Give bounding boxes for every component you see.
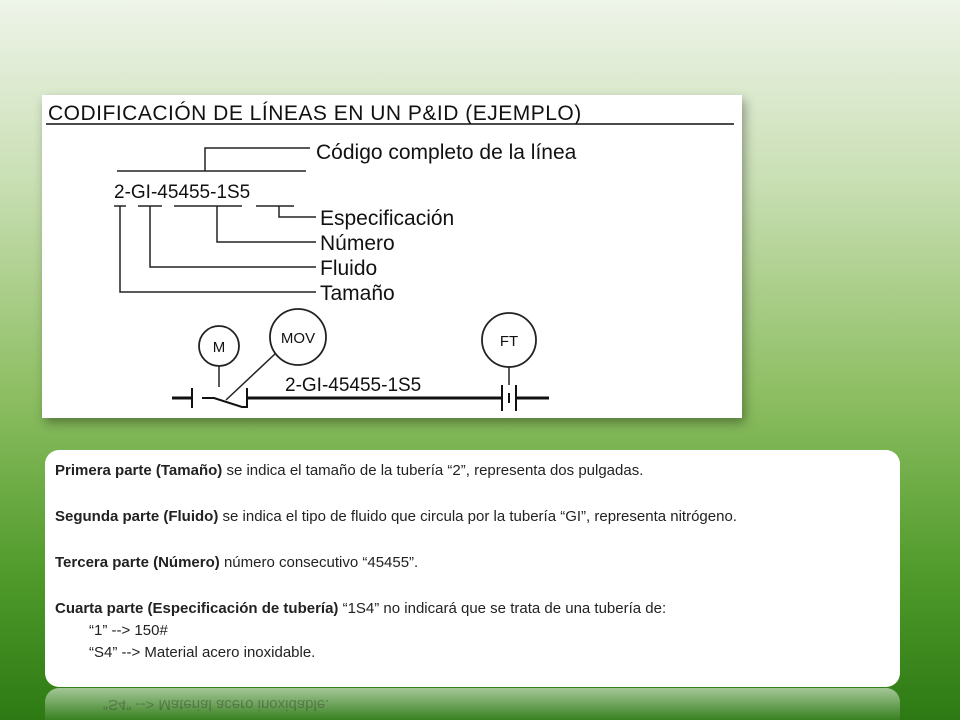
line-coding-diagram	[42, 95, 742, 418]
note-size-heading: Primera parte (Tamaño)	[55, 462, 223, 479]
note-fluid	[55, 508, 890, 526]
note-spec	[55, 600, 890, 662]
number-label: Número	[320, 232, 395, 255]
diagram-title: CODIFICACIÓN DE LÍNEAS EN UN P&ID (EJEMPLO)	[48, 102, 582, 125]
panel-reflection	[45, 688, 900, 720]
note-spec-heading: Cuarta parte (Especificación de tubería)	[55, 600, 339, 617]
note-fluid-text: se indica el tipo de fluido que circula por la tubería “GI”, representa nitrógeno.	[218, 508, 737, 525]
spec-label: Especificación	[320, 207, 455, 230]
note-fluid-heading: Segunda parte (Fluido)	[55, 508, 219, 525]
motor-tag: M	[212, 339, 226, 356]
line-code: 2-GI-45455-1S5	[114, 182, 251, 203]
note-spec-text: “1S4” no indicará que se trata de una tubería de:	[338, 600, 667, 617]
valve-tag: MOV	[280, 330, 316, 347]
flow-instrument	[482, 313, 536, 367]
reflection-text: “S4” --> Material acero inoxidable.	[103, 696, 330, 713]
note-spec-material: “S4” --> Material acero inoxidable.	[89, 644, 316, 661]
note-number	[55, 554, 890, 572]
motor-instrument	[199, 326, 239, 366]
note-size-text: se indica el tamaño de la tubería “2”, representa dos pulgadas.	[222, 462, 644, 479]
valve-instrument	[270, 309, 326, 365]
note-spec-rating: “1” --> 150#	[89, 622, 168, 639]
note-size	[55, 462, 890, 480]
size-label: Tamaño	[320, 282, 395, 305]
note-number-heading: Tercera parte (Número)	[55, 554, 220, 571]
full-code-label: Código completo de la línea	[316, 141, 577, 164]
leader-lines	[120, 206, 316, 292]
diagram-svg	[42, 95, 742, 418]
flow-tag: FT	[499, 333, 519, 350]
note-number-text: número consecutivo “45455”.	[219, 554, 419, 571]
full-code-bracket	[117, 148, 310, 171]
pipe-label: 2-GI-45455-1S5	[285, 375, 422, 396]
explanation-panel	[45, 450, 900, 687]
fluid-label: Fluido	[320, 257, 378, 280]
